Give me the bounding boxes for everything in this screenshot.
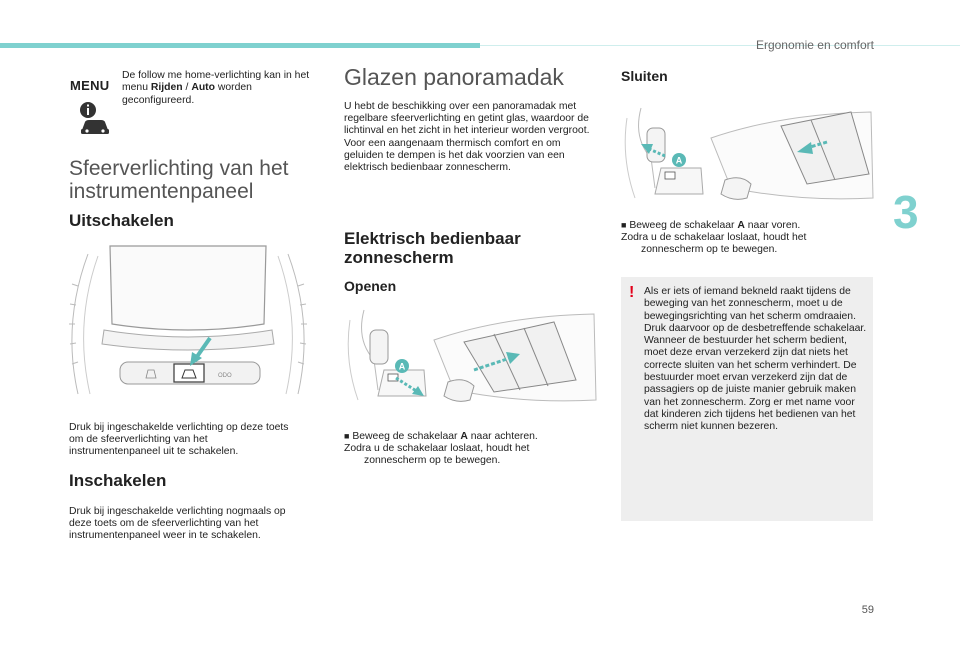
sunblind-title: Elektrisch bedienbaar zonnescherm <box>344 229 521 267</box>
open-heading: Openen <box>344 278 397 294</box>
menu-badge: MENU <box>70 78 110 93</box>
open-instruction: ■ Beweeg de schakelaar A naar achteren. Zodra u de schakelaar loslaat, houdt het zonnescherm op te bewegen. <box>344 431 538 467</box>
roof-close-illustration <box>621 98 875 210</box>
close-heading: Sluiten <box>621 68 668 84</box>
roof-open-illustration <box>344 300 598 412</box>
instrument-panel-illustration <box>68 244 308 404</box>
ambient-lighting-title: Sfeerverlichting van het instrumentenpaneel <box>69 157 289 203</box>
info-car-icon <box>78 100 112 138</box>
section-title: Ergonomie en comfort <box>755 38 874 52</box>
header-accent-line <box>480 45 960 46</box>
on-heading: Inschakelen <box>69 471 167 490</box>
on-text: Druk bij ingeschakelde verlichting nogmaals op deze toets om de sfeerverlichting van het instrumentenpaneel weer in te schakelen. <box>69 506 286 542</box>
menu-note-text: De follow me home-verlichting kan in het menu Rijden / Auto worden geconfigureerd. <box>122 70 310 106</box>
odo-label: ODO <box>218 373 232 379</box>
warning-text: Als er iets of iemand bekneld raakt tijdens de beweging van het zonnescherm, moet u de bewegingsrichting van het scherm omdraaien. Druk daarvoor op de desbetreffende schakelaar. Wanneer de bestuurder het scherm bedient, moet deze ervan verzekerd zijn dat niets het correcte sluiten van het scherm verhindert. De bestuurder moet ervan verzekerd zijn dat de passagiers op de juiste manier gebruik maken van het zonnescherm. Zorg er met name voor dat kinderen zich tijdens het bedienen van het scherm niet kunnen bezeren. <box>644 286 867 433</box>
panoramic-roof-title: Glazen panoramadak <box>344 64 564 90</box>
chapter-number: 3 <box>893 186 919 238</box>
close-instruction: ■ Beweeg de schakelaar A naar voren. Zodra u de schakelaar loslaat, houdt het zonnescherm op te bewegen. <box>621 220 807 256</box>
off-heading: Uitschakelen <box>69 211 174 230</box>
switch-a-marker-close: A <box>675 155 683 166</box>
page-number: 59 <box>861 604 874 616</box>
off-text: Druk bij ingeschakelde verlichting op deze toets om de sfeerverlichting van het instrumentenpaneel uit te schakelen. <box>69 422 289 458</box>
header-accent-bar <box>0 43 480 48</box>
panoramic-intro: U hebt de beschikking over een panoramadak met regelbare sfeerverlichting en getint glas, waardoor de lichtinval en het zicht in het interieur worden vergroot. Voor een aangenaam thermisch comfort en om geluiden te dempen is het dak voorzien van een elektrisch bedienbaar zonnescherm. <box>344 101 590 174</box>
switch-a-marker: A <box>398 361 406 372</box>
warning-icon: ! <box>629 284 635 301</box>
